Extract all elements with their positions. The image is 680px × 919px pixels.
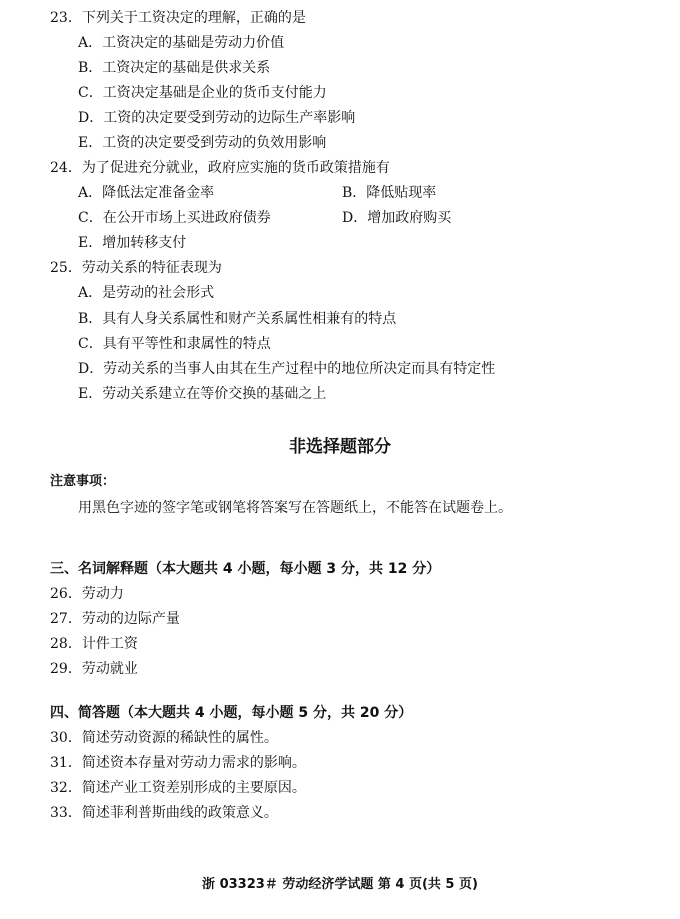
section-title: 非选择题部分 xyxy=(289,437,391,457)
part4-item-30: 30．简述劳动资源的稀缺性的属性。 xyxy=(50,730,278,746)
notice-body: 用黑色字迹的签字笔或钢笔将答案写在答题纸上，不能答在试题卷上。 xyxy=(78,500,512,516)
q25-option-d: D．劳动关系的当事人由其在生产过程中的地位所决定而具有特定性 xyxy=(78,361,496,377)
part4-heading: 四、简答题（本大题共 4 小题，每小题 5 分，共 20 分） xyxy=(50,705,413,721)
question-23-stem: 23．下列关于工资决定的理解，正确的是 xyxy=(50,10,306,26)
q23-option-a: A．工资决定的基础是劳动力价值 xyxy=(78,35,285,51)
q23-option-b: B．工资决定的基础是供求关系 xyxy=(78,60,271,76)
part4-item-31: 31．简述资本存量对劳动力需求的影响。 xyxy=(50,755,306,771)
q24-option-b: B．降低贴现率 xyxy=(342,185,437,201)
part4-item-33: 33．简述菲利普斯曲线的政策意义。 xyxy=(50,805,278,821)
q24-option-a: A．降低法定准备金率 xyxy=(78,185,215,201)
question-25-stem: 25．劳动关系的特征表现为 xyxy=(50,260,222,276)
question-24-stem: 24．为了促进充分就业，政府应实施的货币政策措施有 xyxy=(50,160,390,176)
q23-option-d: D．工资的决定要受到劳动的边际生产率影响 xyxy=(78,110,356,126)
part3-item-26: 26．劳动力 xyxy=(50,586,124,602)
q25-option-e: E．劳动关系建立在等价交换的基础之上 xyxy=(78,386,327,402)
q23-option-c: C．工资决定基础是企业的货币支付能力 xyxy=(78,85,327,101)
page-footer: 浙 03323＃ 劳动经济学试题 第 4 页(共 5 页) xyxy=(202,877,478,892)
notice-heading: 注意事项： xyxy=(50,474,116,489)
q23-option-e: E．工资的决定要受到劳动的负效用影响 xyxy=(78,135,327,151)
part3-item-27: 27．劳动的边际产量 xyxy=(50,611,180,627)
q24-option-c: C．在公开市场上买进政府债券 xyxy=(78,210,271,226)
part3-item-28: 28．计件工资 xyxy=(50,636,138,652)
q24-option-e: E．增加转移支付 xyxy=(78,235,187,251)
q25-option-a: A．是劳动的社会形式 xyxy=(78,285,215,301)
part3-heading: 三、名词解释题（本大题共 4 小题，每小题 3 分，共 12 分） xyxy=(50,561,441,577)
part4-item-32: 32．简述产业工资差别形成的主要原因。 xyxy=(50,780,306,796)
q25-option-c: C．具有平等性和隶属性的特点 xyxy=(78,336,271,352)
part3-item-29: 29．劳动就业 xyxy=(50,661,138,677)
q24-option-d: D．增加政府购买 xyxy=(342,210,452,226)
q25-option-b: B．具有人身关系属性和财产关系属性相兼有的特点 xyxy=(78,311,397,327)
